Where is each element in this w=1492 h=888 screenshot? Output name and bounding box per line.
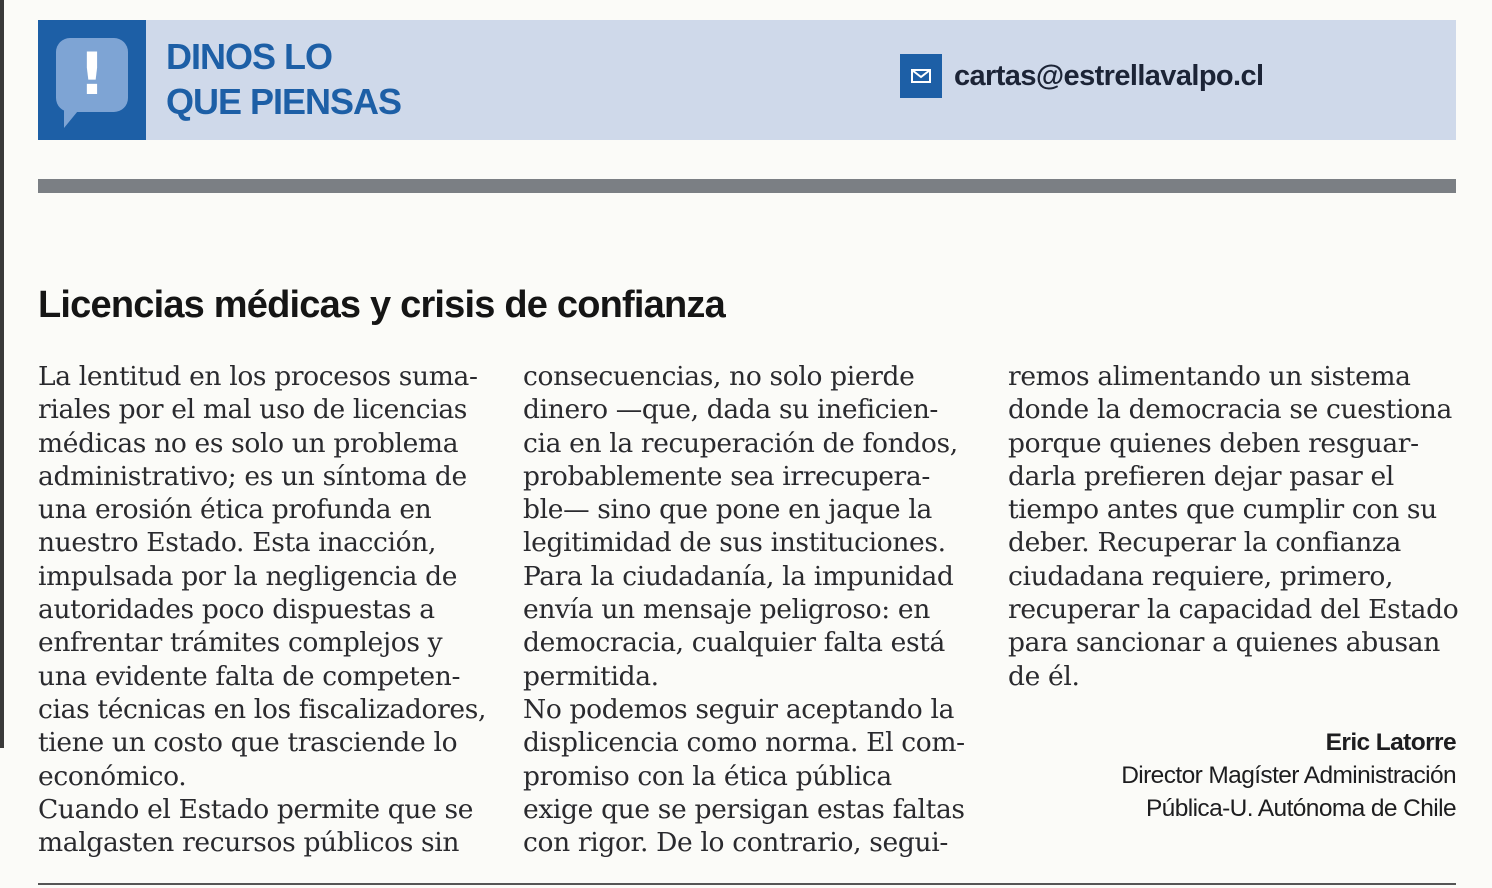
article-text-line: ble— sino que pone en jaque la [523, 494, 932, 526]
article-text-line: enfrentar trámites complejos y [38, 627, 443, 659]
section-title-line1: DINOS LO [166, 36, 333, 77]
article-title: Licencias médicas y crisis de confianza [38, 284, 725, 326]
article-text-line: consecuencias, no solo pierde [523, 361, 915, 392]
article-text-line: donde la democracia se cuestiona [1008, 394, 1452, 426]
speech-bubble-exclamation-icon [56, 38, 128, 112]
article-text-line: una evidente falta de competen- [38, 660, 461, 692]
article-text-line: permitida. [523, 660, 659, 692]
article-text-line: ciudadana requiere, primero, [1008, 560, 1394, 592]
article-text-line: malgasten recursos públicos sin [38, 827, 460, 859]
bottom-divider [38, 883, 1456, 885]
article-text-line: dinero —que, dada su ineficien- [523, 394, 939, 426]
article-text-line: con rigor. De lo contrario, segui- [523, 827, 948, 859]
article-text-line: Cuando el Estado permite que se [38, 793, 474, 825]
article-text-line: médicas no es solo un problema [38, 427, 459, 459]
article-text-line: recuperar la capacidad del Estado [1008, 594, 1459, 626]
article-text-line: riales por el mal uso de licencias [38, 394, 468, 426]
article-text-line: promiso con la ética pública [523, 760, 892, 792]
article-text-line: darla prefieren dejar pasar el [1008, 460, 1394, 492]
article-text-line: displicencia como norma. El com- [523, 727, 965, 759]
page-edge-rule [0, 0, 4, 748]
article-column-2 [523, 360, 965, 859]
article-text-line: No podemos seguir aceptando la [523, 693, 955, 725]
section-header [38, 20, 1456, 140]
section-title-line2: QUE PIENSAS [166, 81, 402, 122]
article-text-line: para sancionar a quienes abusan [1008, 627, 1440, 659]
article-text-line: probablemente sea irrecupera- [523, 460, 930, 492]
article-signature [1121, 726, 1456, 825]
article-text-line: administrativo; es un síntoma de [38, 460, 467, 492]
author-name: Eric Latorre [1325, 729, 1456, 756]
article-text-line: tiene un costo que trasciende lo [38, 727, 458, 759]
author-role-line1: Director Magíster Administración [1121, 762, 1456, 789]
article-text-line: porque quienes deben resguar- [1008, 427, 1419, 459]
article-text-line: de él. [1008, 660, 1080, 692]
article-text-line: cia en la recuperación de fondos, [523, 427, 958, 459]
article-text-line: envía un mensaje peligroso: en [523, 594, 930, 626]
article-text-line: impulsada por la negligencia de [38, 560, 458, 592]
header-icon-box [38, 20, 146, 140]
article-text-line: autoridades poco dispuestas a [38, 594, 435, 626]
email-contact[interactable] [900, 54, 1264, 98]
article-text-line: legitimidad de sus instituciones. [523, 527, 946, 559]
article-text-line: nuestro Estado. Esta inacción, [38, 527, 437, 559]
article-column-3 [1008, 360, 1458, 693]
article-text-line: exige que se persigan estas faltas [523, 793, 965, 825]
article-text-line: económico. [38, 760, 187, 792]
article-text-line: remos alimentando un sistema [1008, 361, 1411, 392]
article-text-line: una erosión ética profunda en [38, 494, 432, 526]
article-text-line: democracia, cualquier falta está [523, 627, 945, 659]
speech-bubble-tail [64, 106, 82, 128]
article-text-line: tiempo antes que cumplir con su [1008, 494, 1437, 526]
author-role-line2: Pública-U. Autónoma de Chile [1145, 795, 1456, 822]
envelope-icon [900, 54, 942, 98]
article-text-line: cias técnicas en los fiscalizadores, [38, 693, 487, 725]
article-text-line: La lentitud en los procesos suma- [38, 361, 478, 392]
exclamation-mark: ! [78, 40, 106, 108]
section-divider [38, 179, 1456, 193]
section-title [166, 34, 401, 124]
article-text-line: Para la ciudadanía, la impunidad [523, 560, 954, 592]
email-link[interactable]: cartas@estrellavalpo.cl [954, 59, 1264, 92]
article-text-line: deber. Recuperar la confianza [1008, 527, 1401, 559]
article-column-1 [38, 360, 486, 859]
